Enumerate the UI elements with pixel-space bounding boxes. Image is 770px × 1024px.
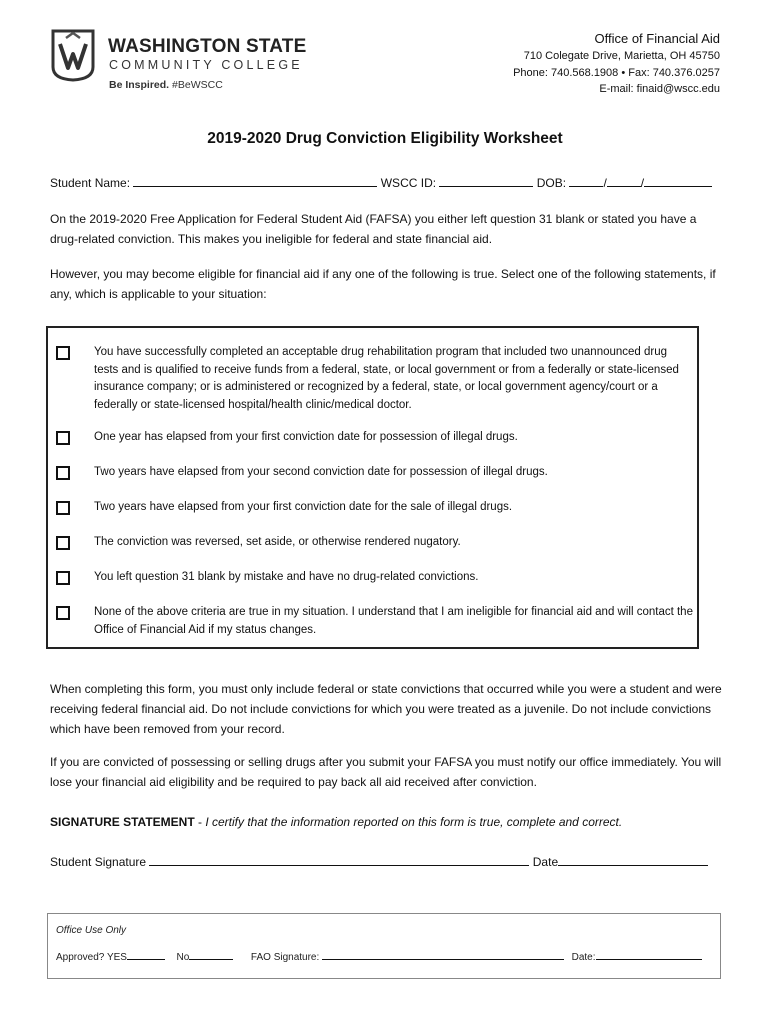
office-use-row	[56, 948, 702, 963]
signature-row	[50, 854, 708, 869]
option-checkbox[interactable]	[56, 606, 70, 620]
eligibility-options-box	[46, 326, 699, 649]
option-label: Two years have elapsed from your first conviction date for the sale of illegal drugs.	[94, 501, 513, 513]
convicted-paragraph: If you are convicted of possessing or selling drugs after you submit your FAFSA you must notify our office immediately. You will lose your financial aid eligibility and be required to pay back all aid received after conviction.	[50, 755, 722, 789]
student-name-field[interactable]	[133, 175, 377, 187]
office-address: 710 Colegate Drive, Marietta, OH 45750	[523, 50, 720, 62]
dob-label: DOB:	[536, 176, 567, 190]
dob-day-field[interactable]	[607, 175, 641, 187]
approved-no-label: No	[176, 952, 190, 963]
signature-date-field[interactable]	[558, 854, 708, 866]
office-use-title: Office Use Only	[56, 925, 127, 936]
signature-statement-text: I certify that the information reported on this form is true, complete and correct.	[205, 815, 623, 829]
office-contact-block	[513, 30, 720, 98]
however-paragraph: However, you may become eligible for financial aid if any one of the following is true. Select one of the following statements, if any, which is applicable to your situation:	[50, 267, 716, 301]
office-use-box	[47, 913, 721, 979]
office-title: Office of Financial Aid	[594, 31, 720, 46]
option-label: The conviction was reversed, set aside, or otherwise rendered nugatory.	[94, 536, 461, 548]
wscc-id-field[interactable]	[439, 175, 533, 187]
option-label: You left question 31 blank by mistake and have no drug-related convictions.	[94, 571, 479, 583]
option-checkbox[interactable]	[56, 501, 70, 515]
option-label: Two years have elapsed from your second conviction date for possession of illegal drugs.	[94, 466, 548, 478]
approved-yes-field[interactable]	[127, 948, 165, 960]
student-name-label: Student Name:	[50, 176, 131, 190]
option-label: One year has elapsed from your first conviction date for possession of illegal drugs.	[94, 431, 518, 443]
college-name: WASHINGTON STATE	[108, 36, 307, 57]
option-label: You have successfully completed an acceptable drug rehabilitation program that included two unannounced drug tests and is qualified to receive funds from a federal, state, or local government or from a federally or state-licensed insurance company; or is administered or recognized by a federal, state, or local government agency/court or a federally or state-licensed hospital/health clinic/medical doctor.	[94, 346, 679, 411]
approved-yes-label: Approved? YES	[56, 952, 127, 963]
office-date-label: Date:	[571, 952, 596, 963]
student-info-row: Student Name: WSCC ID: DOB: / /	[50, 175, 712, 190]
fao-signature-label: FAO Signature:	[250, 952, 320, 963]
completing-paragraph: When completing this form, you must only include federal or state convictions that occurred while you were a student and were receiving federal financial aid. Do not include convictions for which you were treated as a juvenile. Do not include convictions which have been removed from your record.	[50, 682, 722, 736]
office-phone: Phone: 740.568.1908 • Fax: 740.376.0257	[513, 66, 720, 79]
option-checkbox[interactable]	[56, 466, 70, 480]
dob-year-field[interactable]	[644, 175, 712, 187]
office-email: E-mail: finaid@wscc.edu	[599, 83, 720, 95]
option-checkbox[interactable]	[56, 346, 70, 360]
student-signature-label: Student Signature	[50, 855, 147, 869]
office-date-field[interactable]	[596, 948, 702, 960]
approved-no-field[interactable]	[189, 948, 233, 960]
dob-month-field[interactable]	[569, 175, 603, 187]
wscc-id-label: WSCC ID:	[380, 176, 437, 190]
signature-statement: SIGNATURE STATEMENT - I certify that the information reported on this form is true, complete and correct.	[50, 815, 623, 829]
option-label: None of the above criteria are true in my situation. I understand that I am ineligible for financial aid and will contact the Office of Financial Aid if my status changes.	[94, 606, 693, 636]
college-tagline: Be Inspired. #BeWSCC	[109, 79, 223, 91]
signature-date-label: Date	[532, 855, 559, 869]
intro-paragraph: On the 2019-2020 Free Application for Federal Student Aid (FAFSA) you either left question 31 blank or stated you have a drug-related conviction. This makes you ineligible for federal and state financial aid.	[50, 212, 697, 246]
option-checkbox[interactable]	[56, 571, 70, 585]
option-checkbox[interactable]	[56, 536, 70, 550]
option-checkbox[interactable]	[56, 431, 70, 445]
signature-statement-label: SIGNATURE STATEMENT	[50, 815, 195, 829]
page-title: 2019-2020 Drug Conviction Eligibility Worksheet	[207, 130, 563, 147]
student-signature-field[interactable]	[149, 854, 529, 866]
college-logo-icon	[50, 28, 96, 82]
fao-signature-field[interactable]	[322, 948, 564, 960]
college-subtitle: COMMUNITY COLLEGE	[109, 58, 303, 72]
